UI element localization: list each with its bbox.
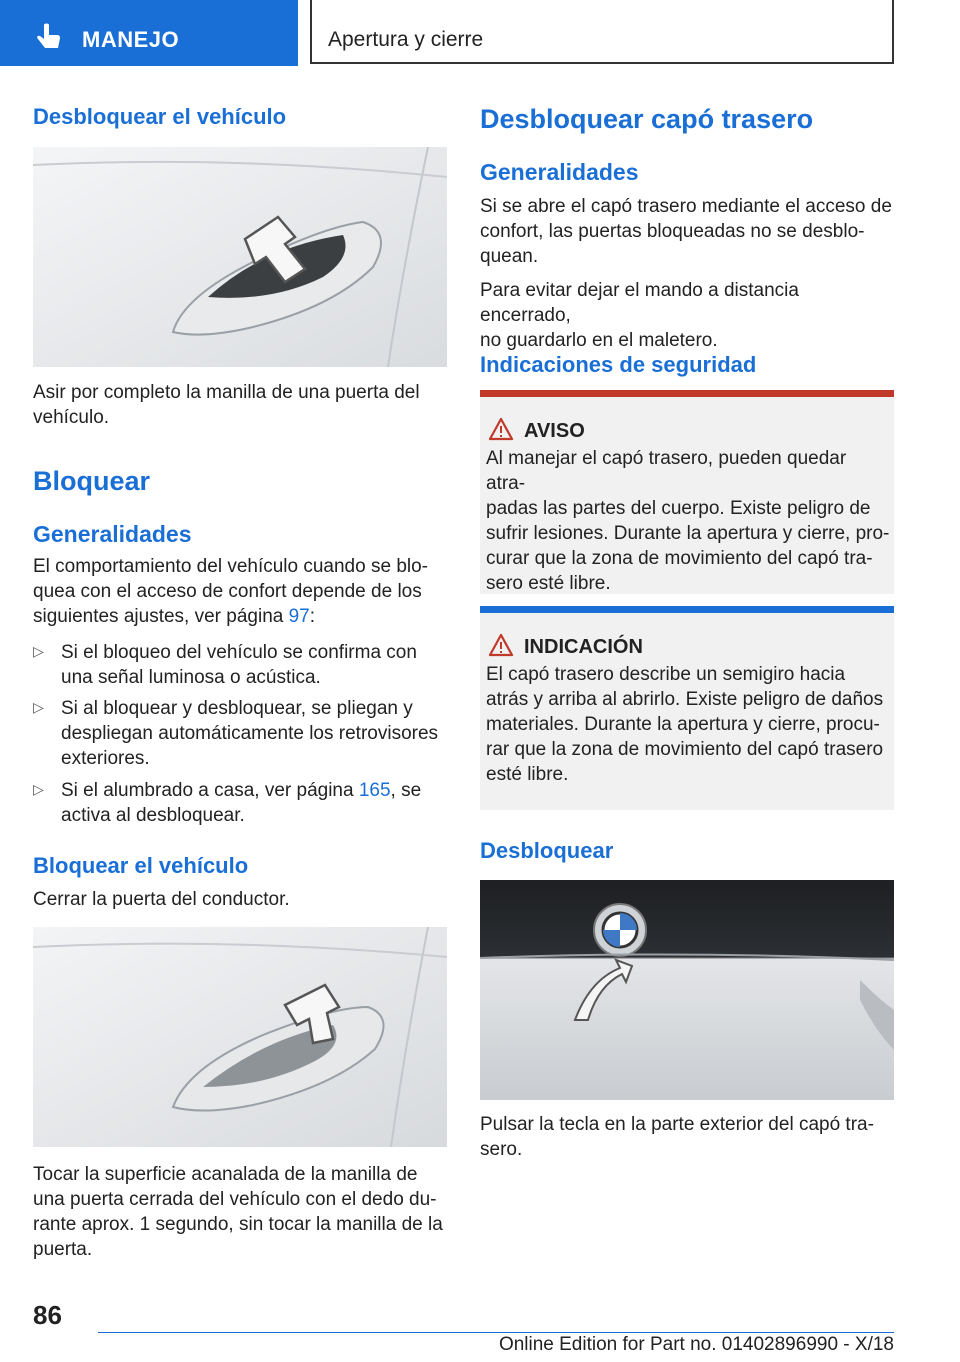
caption-line: una puerta cerrada del vehículo con el dedo du-: [33, 1189, 437, 1210]
trunk-release-image: [480, 880, 894, 1100]
text-span: Si el alumbrado a casa, ver página: [61, 780, 359, 801]
page-link-165[interactable]: 165: [358, 780, 391, 801]
list-item-text: Si el bloqueo del vehículo se confirma con: [61, 642, 417, 663]
section-tab[interactable]: [0, 0, 298, 66]
paragraph-comportamiento: [33, 554, 447, 629]
caption-line: rante aprox. 1 segundo, sin tocar la manilla de la: [33, 1214, 443, 1235]
text-line: quean.: [480, 246, 539, 267]
heading-desbloquear-capo: Desbloquear capó trasero: [480, 104, 814, 134]
text-line: curar que la zona de movimiento del capó tra-: [486, 548, 873, 569]
page-link-97[interactable]: 97: [288, 606, 310, 627]
text-line: padas las partes del cuerpo. Existe peligro de: [486, 498, 871, 519]
triangle-bullet-icon: ▷: [33, 699, 44, 715]
text-line: quea con el acceso de confort depende de los: [33, 581, 422, 602]
list-item-text: una señal luminosa o acústica.: [61, 667, 321, 688]
footer-edition: Online Edition for Part no. 01402896990 - X/18: [498, 1334, 894, 1355]
notice-body: [486, 662, 890, 787]
warning-triangle-icon: [488, 633, 514, 657]
caption-line: vehículo.: [33, 407, 110, 428]
breadcrumb-label: Apertura y cierre: [328, 28, 484, 51]
text-line: no guardarlo en el maletero.: [480, 330, 718, 351]
heading-desbloquear: Desbloquear: [480, 838, 614, 863]
heading-generalidades-right: Generalidades: [480, 159, 639, 185]
paragraph-cerrar: Cerrar la puerta del conductor.: [33, 889, 290, 910]
warning-bar: [480, 390, 894, 397]
paragraph-mando-distancia: [480, 278, 894, 353]
warning-box: [480, 390, 894, 594]
caption-tocar: [33, 1162, 447, 1262]
heading-generalidades: Generalidades: [33, 521, 192, 547]
text-span: :: [309, 606, 316, 627]
text-line: Si se abre el capó trasero mediante el acceso de: [480, 196, 892, 217]
text-line: [33, 604, 447, 629]
triangle-bullet-icon: ▷: [33, 643, 44, 659]
caption-pulsar: [480, 1112, 894, 1162]
heading-bloquear-vehiculo: Bloquear el vehículo: [33, 853, 249, 878]
text-line: Al manejar el capó trasero, pueden quedar atra-: [486, 448, 847, 494]
text-line: atrás y arriba al abrirlo. Existe peligro de daños: [486, 689, 884, 710]
list-item-text: activa al desbloquear.: [61, 805, 245, 826]
caption-line: Tocar la superficie acanalada de la manilla de: [33, 1164, 418, 1185]
warning-triangle-icon: [488, 417, 514, 441]
caption-line: puerta.: [33, 1239, 93, 1260]
text-line: El comportamiento del vehículo cuando se blo-: [33, 556, 429, 577]
warning-body: [486, 446, 890, 596]
list-item-text: exteriores.: [61, 748, 150, 769]
warning-title: AVISO: [524, 420, 585, 442]
paragraph-acceso-confort: [480, 194, 894, 269]
caption-line: Asir por completo la manilla de una puerta del: [33, 382, 420, 403]
hand-pointer-icon: [32, 22, 66, 56]
door-handle-lock-image: [33, 927, 447, 1147]
caption-line: Pulsar la tecla en la parte exterior del capó tra-: [480, 1114, 874, 1135]
text-line: El capó trasero describe un semigiro hacia: [486, 664, 846, 685]
text-line: sero esté libre.: [486, 573, 611, 594]
text-line: rar que la zona de movimiento del capó trasero: [486, 739, 884, 760]
triangle-bullet-icon: ▷: [33, 781, 44, 797]
text-line: confort, las puertas bloqueadas no se desblo-: [480, 221, 865, 242]
list-item-text: despliegan automáticamente los retrovisores: [61, 723, 439, 744]
heading-desbloquear-vehiculo: Desbloquear el vehículo: [33, 104, 287, 129]
page-number: 86: [33, 1300, 62, 1330]
list-item-text: [61, 778, 447, 803]
text-line: Para evitar dejar el mando a distancia encerrado,: [480, 280, 799, 326]
heading-bloquear: Bloquear: [33, 466, 151, 496]
text-span: , se: [390, 780, 422, 801]
text-line: materiales. Durante la apertura y cierre, procu-: [486, 714, 880, 735]
bullet-list: [33, 640, 447, 826]
text-line: esté libre.: [486, 764, 569, 785]
section-label: MANEJO: [82, 27, 180, 52]
door-handle-unlock-image: [33, 147, 447, 367]
breadcrumb: [310, 0, 894, 64]
text-span: siguientes ajustes, ver página: [33, 606, 289, 627]
list-item-text: Si al bloquear y desbloquear, se pliegan y: [61, 698, 413, 719]
notice-bar: [480, 606, 894, 613]
notice-title: INDICACIÓN: [524, 636, 643, 658]
heading-indicaciones: Indicaciones de seguridad: [480, 352, 757, 377]
footer-divider: [98, 1332, 894, 1333]
caption-line: sero.: [480, 1139, 523, 1160]
text-line: sufrir lesiones. Durante la apertura y cierre, pro-: [486, 523, 890, 544]
notice-box: [480, 606, 894, 810]
caption-grip-handle: [33, 380, 447, 430]
